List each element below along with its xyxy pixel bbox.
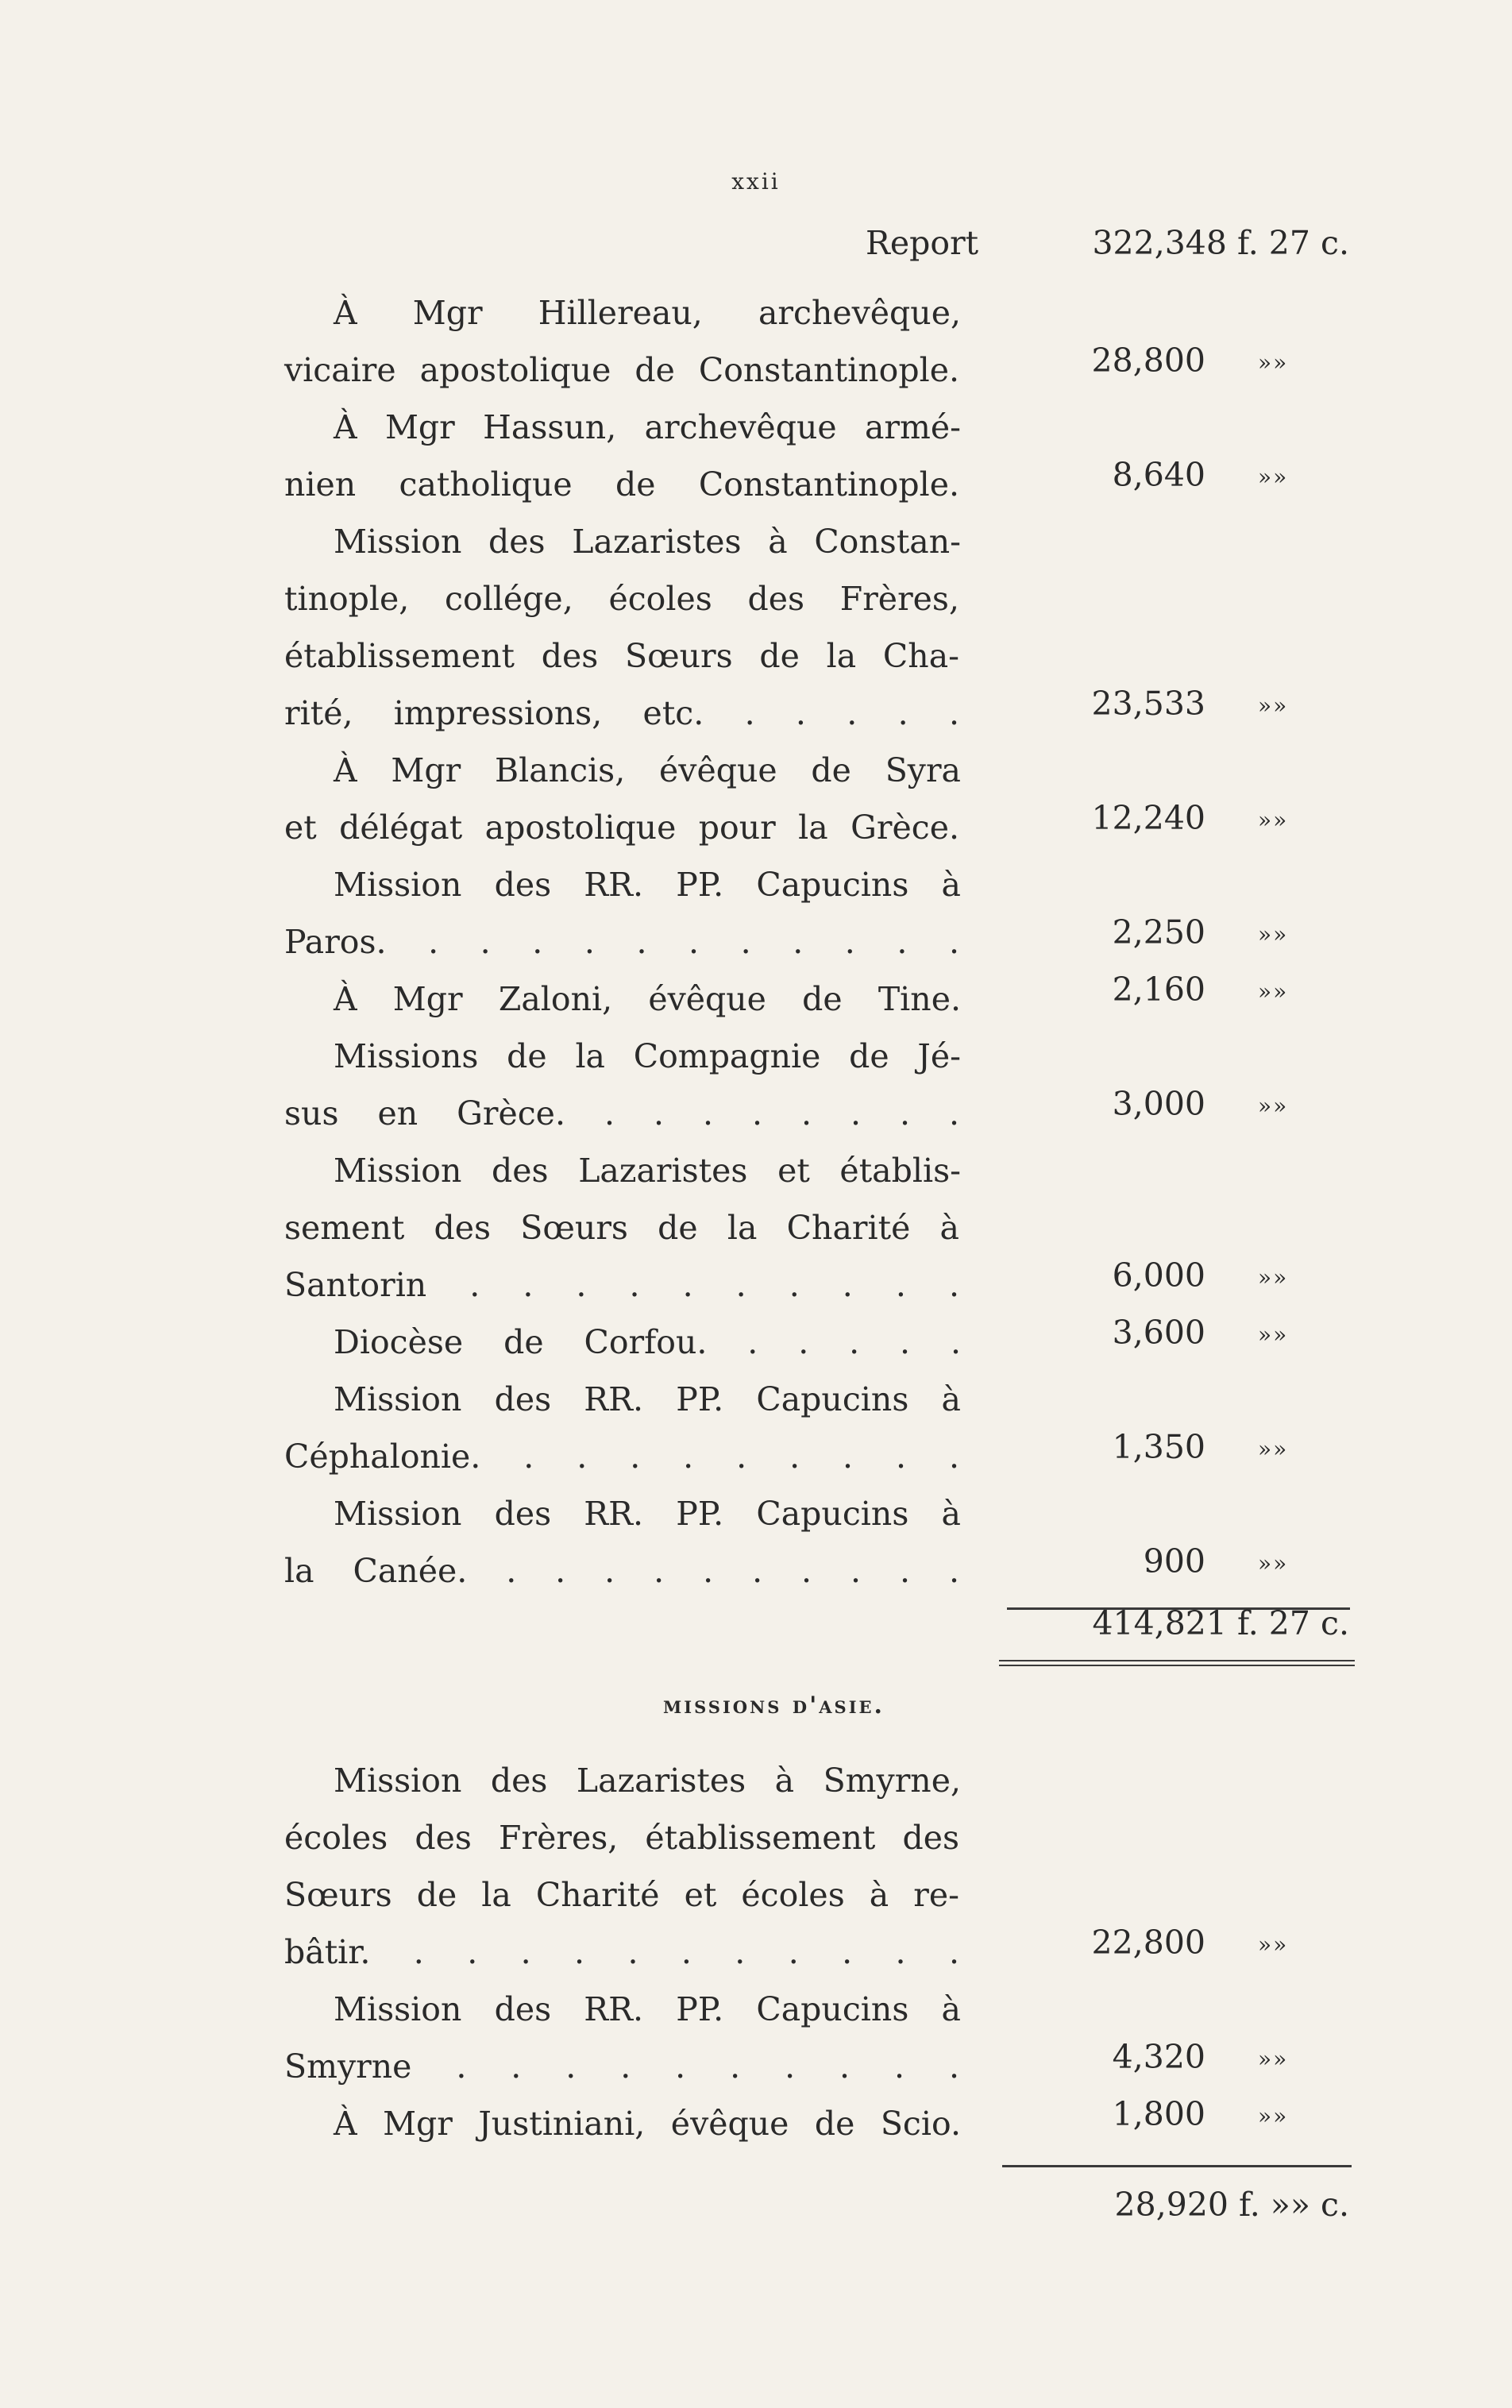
report-amount: 322,348 f. 27 c. — [1092, 224, 1349, 262]
entry-line: À Mgr Justiniani, évêque de Scio. — [334, 2105, 961, 2143]
subtotal-amount: 414,821 f. 27 c. — [1092, 1604, 1349, 1642]
entry-line: À Mgr Hillereau, archevêque, — [334, 294, 961, 332]
entry-amount: 23,533 — [1091, 685, 1205, 723]
entry-line: À Mgr Hassun, archevêque armé- — [334, 408, 961, 446]
entry-line: vicaire apostolique de Constantinople. — [284, 351, 959, 389]
report-label: Report — [866, 224, 979, 262]
entry-line: À Mgr Zaloni, évêque de Tine. — [334, 980, 961, 1018]
entry-line: Mission des RR. PP. Capucins à — [334, 1495, 961, 1533]
entry-line: Mission des RR. PP. Capucins à — [334, 866, 961, 904]
entry-line: Paros. . . . . . . . . . . . — [284, 923, 959, 961]
entry-amount: 8,640 — [1112, 456, 1205, 494]
entry-cents: »» — [1258, 1264, 1289, 1291]
entry-line: établissement des Sœurs de la Cha- — [284, 637, 959, 675]
asia-total-rule — [1002, 2165, 1352, 2167]
entry-line: Mission des RR. PP. Capucins à — [334, 1990, 961, 2028]
entry-line: Mission des Lazaristes et établis- — [334, 1152, 961, 1190]
entry-cents: »» — [1258, 1550, 1289, 1576]
entry-cents: »» — [1258, 2046, 1289, 2072]
entry-cents: »» — [1258, 978, 1289, 1005]
entry-cents: »» — [1258, 1931, 1289, 1958]
entry-line: et délégat apostolique pour la Grèce. — [284, 808, 959, 847]
entry-cents: »» — [1258, 1322, 1289, 1348]
entry-line: la Canée. . . . . . . . . . . — [284, 1552, 959, 1590]
entry-amount: 3,000 — [1112, 1085, 1205, 1123]
entry-line: sus en Grèce. . . . . . . . . — [284, 1094, 959, 1133]
entry-amount: 900 — [1143, 1542, 1205, 1580]
entry-line: Smyrne . . . . . . . . . . — [284, 2047, 959, 2086]
entry-line: tinople, collége, écoles des Frères, — [284, 580, 959, 618]
entry-line: bâtir. . . . . . . . . . . . — [284, 1933, 959, 1971]
entry-amount: 1,350 — [1112, 1428, 1205, 1466]
entry-cents: »» — [1258, 349, 1289, 376]
section-heading: missions d'asie. — [663, 1692, 885, 1719]
entry-line: Santorin . . . . . . . . . . — [284, 1266, 959, 1304]
entry-line: Sœurs de la Charité et écoles à re- — [284, 1876, 959, 1914]
entry-line: sement des Sœurs de la Charité à — [284, 1209, 959, 1247]
page-number: xxii — [731, 168, 781, 195]
entry-cents: »» — [1258, 1436, 1289, 1462]
entry-line: Mission des Lazaristes à Constan- — [334, 523, 961, 561]
entry-cents: »» — [1258, 1093, 1289, 1119]
entry-cents: »» — [1258, 807, 1289, 833]
entry-line: Diocèse de Corfou. . . . . . — [334, 1323, 961, 1361]
entry-amount: 1,800 — [1112, 2095, 1205, 2133]
entry-line: Céphalonie. . . . . . . . . . — [284, 1437, 959, 1476]
entry-line: écoles des Frères, établissement des — [284, 1819, 959, 1857]
asia-total-amount: 28,920 f. »» c. — [1114, 2186, 1349, 2224]
entry-line: À Mgr Blancis, évêque de Syra — [334, 751, 961, 789]
entry-line: Mission des RR. PP. Capucins à — [334, 1380, 961, 1418]
entry-cents: »» — [1258, 2103, 1289, 2129]
subtotal-double-rule — [999, 1660, 1355, 1666]
entry-amount: 22,800 — [1091, 1924, 1205, 1962]
entry-amount: 12,240 — [1091, 799, 1205, 837]
entry-amount: 6,000 — [1112, 1256, 1205, 1295]
entry-line: rité, impressions, etc. . . . . . — [284, 694, 959, 732]
entry-amount: 2,250 — [1112, 913, 1205, 951]
entry-cents: »» — [1258, 921, 1289, 947]
entry-line: Mission des Lazaristes à Smyrne, — [334, 1762, 961, 1800]
entry-cents: »» — [1258, 693, 1289, 719]
entry-line: Missions de la Compagnie de Jé- — [334, 1037, 961, 1075]
entry-amount: 28,800 — [1091, 342, 1205, 380]
entry-amount: 4,320 — [1112, 2038, 1205, 2076]
entry-line: nien catholique de Constantinople. — [284, 465, 959, 504]
entry-amount: 2,160 — [1112, 971, 1205, 1009]
entry-amount: 3,600 — [1112, 1314, 1205, 1352]
entry-cents: »» — [1258, 464, 1289, 490]
